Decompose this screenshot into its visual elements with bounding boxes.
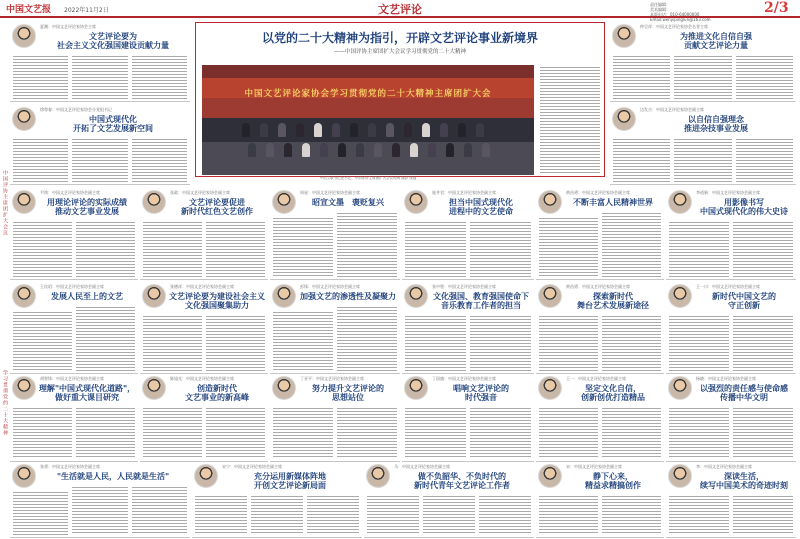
author-avatar [142,190,166,214]
attendee [410,143,418,157]
author-kicker: 陈旭光：中国文艺评论家协会副主席 [170,376,234,381]
editor-info [650,2,760,22]
body-text [206,316,265,371]
body-text [669,222,729,277]
author-kicker: 徐粤春：中国文艺评论家协会分党组书记 [40,107,112,112]
author-avatar [668,284,692,308]
attendee [458,123,466,137]
divider [10,184,190,185]
attendee [278,123,286,137]
side-label: 中国评协主席团扩大会议 [2,170,8,236]
author-avatar [142,376,166,400]
article [536,282,664,374]
author-avatar [12,24,36,48]
body-text [195,496,247,535]
author-kicker: 丁国旗：中国文艺评论家协会副主席 [432,376,496,381]
article-title: 文艺评论要为 社会主义文化强国建设贡献力量 [57,31,169,50]
attendee [296,123,304,137]
article [364,462,534,538]
author-avatar [538,376,562,400]
author-kicker: 张勇：中国文艺评论家协会副主席 [40,464,100,469]
article [10,105,190,185]
author-avatar [366,464,390,488]
divider [10,279,138,280]
divider [402,279,534,280]
article-title: 理解"中国式现代化道路"， 做好重大课目研究 [38,383,136,402]
attendee [248,143,256,157]
author-avatar [612,107,636,131]
body-text [273,312,333,371]
body-text [405,222,466,277]
body-text [733,408,793,459]
attendee [464,143,472,157]
author-avatar [538,190,562,214]
body-text [337,213,397,277]
article [536,374,664,462]
article-title: 新时代中国文艺的 守正创新 [712,291,776,310]
author-avatar [668,376,692,400]
author-kicker: 马：中国文艺评论家协会副主席 [394,464,450,469]
body-text [13,139,68,182]
body-text [539,408,598,459]
article [140,188,268,280]
attendee [284,143,292,157]
article [666,282,796,374]
divider [364,537,534,538]
attendee [350,123,358,137]
divider [192,537,362,538]
divider [536,279,664,280]
author-avatar [272,190,296,214]
article-title: "生活就是人民，人民就是生活" [56,471,170,481]
article-title: 静下心来， 精益求精搞创作 [585,471,641,490]
author-kicker: 胡智锋：中国文艺评论家协会副主席 [40,376,104,381]
body-text [602,496,661,535]
article [10,282,138,374]
article [666,462,796,538]
masthead [0,0,800,22]
attendee [332,123,340,137]
article [270,282,400,374]
body-text [132,139,187,182]
author-kicker: 王次炤：中国文艺评论家协会副主席 [40,284,104,289]
body-text [143,408,202,459]
article [140,374,268,462]
author-avatar [142,284,166,308]
body-text [470,408,531,459]
body-text [736,56,793,99]
attendee [260,123,268,137]
article [666,374,796,462]
attendee [368,123,376,137]
article [140,282,268,374]
body-text [337,408,397,459]
author-avatar [12,464,36,488]
body-text [613,139,670,182]
article-title: 创造新时代 文艺事业的新高峰 [185,383,249,402]
author-kicker: 周星：中国文艺评论家协会副主席 [300,190,360,195]
attendee [482,143,490,157]
body-text [13,408,72,459]
article [402,282,534,374]
author-avatar [612,24,636,48]
body-text [733,496,793,535]
article [10,188,138,280]
body-text [674,139,731,182]
article [536,462,664,538]
body-text [669,408,729,459]
divider [270,279,400,280]
body-text [602,408,661,459]
author-avatar [538,464,562,488]
lead-subtitle: ——中国评协主席团扩大会议学习贯彻党的二十大精神 [333,49,466,55]
body-text [669,316,729,371]
body-text [143,222,202,277]
body-text [307,496,359,535]
article-title: 以强烈的责任感与使命感 传播中华文明 [700,383,788,402]
body-text [405,408,466,459]
body-text [539,496,598,535]
attendee [428,143,436,157]
author-avatar [272,284,296,308]
author-avatar [12,107,36,131]
author-kicker: 李：中国文艺评论家协会副主席 [696,464,752,469]
body-text [273,218,333,277]
body-text [13,56,68,99]
article [536,188,664,280]
article-title: 文化强国、教育强国使命下 音乐教育工作者的担当 [433,291,529,310]
body-text [132,487,187,535]
body-text [470,222,531,277]
article [402,374,534,462]
article-title: 中国式现代化 开拓了文艺发展新空间 [73,114,153,133]
body-text [405,316,466,371]
body-text [206,408,265,459]
body-text [13,222,72,277]
author-avatar [194,464,218,488]
author-avatar [538,284,562,308]
issue-date: 2022年11月2日 [64,7,109,14]
body-text [72,56,127,99]
divider [610,101,796,102]
attendee [392,143,400,157]
article-title: 深读生活， 续写中国美术的奇迹时刻 [700,471,788,490]
attendee [374,143,382,157]
section-title: 文艺评论 [378,3,422,16]
author-avatar [12,284,36,308]
body-text [479,496,531,535]
attendee [446,143,454,157]
divider [610,184,796,185]
author-kicker: 仲呈祥：中国文艺评论家协会名誉主席 [640,24,708,29]
author-avatar [404,284,428,308]
author-kicker: 丁亚平：中国文艺评论家协会副主席 [300,376,364,381]
lead-article [195,22,605,180]
body-text [736,139,793,182]
photo-banner: 中国文艺评论家协会学习贯彻党的二十大精神主席团扩大会 [244,89,492,99]
body-text [273,408,333,459]
body-text [367,496,419,535]
body-text [613,56,670,99]
article-title: 用影像书写 中国式现代化的伟大史诗 [700,197,788,216]
lead-title: 以党的二十大精神为指引，开辟文艺评论事业新境界 [261,31,538,45]
article-title: 唱响文艺评论的 时代强音 [453,383,509,402]
attendee [338,143,346,157]
author-avatar [12,376,36,400]
attendee [320,143,328,157]
body-text [251,496,303,535]
body-text [337,307,397,371]
article [610,105,796,185]
body-text [76,307,135,371]
author-kicker: 张中智：中国文艺评论家协会副主席 [432,284,496,289]
body-text [206,222,265,277]
attendee [356,143,364,157]
editor-line: 责任编辑： [650,2,670,7]
divider [666,279,796,280]
article-title: 昭宣文墨 褒贬复兴 [312,197,384,207]
article [192,462,362,538]
author-kicker: 黄昌勇：中国文艺评论家协会副主席 [566,190,630,195]
body-text [669,496,729,535]
article-title: 以自信自强理念 推进杂技事业发展 [684,114,748,133]
article-title: 不断丰富人民精神世界 [573,197,653,207]
author-kicker: 宋：中国文艺评论家协会副主席 [566,464,622,469]
article [10,462,190,538]
photo-caption: 中国文联书记处书记、中国评协主席团扩大会议现场 摄影 张磊 [319,176,417,180]
newspaper-logo: 中国文艺报 [6,5,52,15]
editor-line: 美术编辑： [650,7,670,12]
article-title: 文艺评论要促进 新时代红色文艺创作 [181,197,253,216]
attendee [404,123,412,137]
body-text [76,222,135,277]
author-kicker: 王一：中国文艺评论家协会副主席 [566,376,626,381]
article [270,374,400,462]
divider [10,101,190,102]
article-title: 坚定文化自信， 创新创优打造精品 [581,383,645,402]
body-text [539,218,598,277]
body-text [602,213,661,277]
attendee [422,123,430,137]
article-title: 用理论评论的实际成绩 推动文艺事业发展 [47,197,127,216]
attendee [440,123,448,137]
body-text [72,487,127,535]
body-text [539,316,598,371]
attendee [302,143,310,157]
author-avatar [668,190,692,214]
author-kicker: 张德祥：中国文艺评论家协会副主席 [170,284,234,289]
editor-line: 本版电话：010-64000000 [650,12,700,17]
body-text [132,56,187,99]
article-title: 发展人民至上的文艺 [51,291,123,301]
author-kicker: 杨晓：中国文艺评论家协会副主席 [696,376,756,381]
article-title: 充分运用新媒体阵地 开创文艺评论新局面 [254,471,326,490]
author-kicker: 庞井君：中国文艺评论家协会副主席 [432,190,496,195]
attendee [314,123,322,137]
author-kicker: 王一川：中国文艺评论家协会副主席 [696,284,760,289]
body-text [72,139,127,182]
divider [140,279,268,280]
author-avatar [668,464,692,488]
article-title: 为推进文化自信自强 贡献文艺评论力量 [680,31,752,50]
body-text [733,222,793,277]
author-kicker: 夏潮：中国文艺评论家协会主席 [40,24,96,29]
lead-body-text [540,67,600,173]
article-title: 做不负韶华、不负时代的 新时代青年文艺评论工作者 [414,471,510,490]
article-title: 文艺评论要为建设社会主义 文化强国聚集助力 [169,291,265,310]
attendee [476,123,484,137]
body-text [143,316,202,371]
meeting-photo [202,65,534,175]
author-kicker: 尹鸿：中国文艺评论家协会副主席 [40,190,100,195]
author-kicker: 边发吉：中国文艺评论家协会副主席 [640,107,704,112]
author-kicker: 李道新：中国文艺评论家协会副主席 [696,190,760,195]
article [270,188,400,280]
article-title: 担当中国式现代化 进程中的文艺使命 [449,197,513,216]
author-avatar [404,190,428,214]
attendee [386,123,394,137]
divider [10,537,190,538]
body-text [423,496,475,535]
article-title: 探索新时代 舞台艺术发展新途径 [577,291,649,310]
body-text [13,492,68,535]
article [10,374,138,462]
body-text [674,56,731,99]
article [10,22,190,102]
author-kicker: 彭锋：中国文艺评论家协会副主席 [300,284,360,289]
page-number: 2/3 [764,0,789,16]
author-kicker: 宋宁：中国文艺评论家协会副主席 [222,464,282,469]
article [610,22,796,102]
article-title: 努力提升文艺评论的 思想站位 [312,383,384,402]
article [666,188,796,280]
attendee [266,143,274,157]
body-text [76,408,135,459]
editor-line: Email:wenyipinglun@163.com [650,17,711,22]
divider [666,537,796,538]
author-kicker: 张政：中国文艺评论家协会副主席 [170,190,230,195]
article [402,188,534,280]
body-text [602,316,661,371]
author-avatar [12,190,36,214]
body-text [13,312,72,371]
body-text [733,316,793,371]
author-avatar [272,376,296,400]
side-label: 学习贯彻党的二十大精神 [2,370,8,436]
article-title: 加强文艺的渗透性及凝聚力 [300,291,396,301]
author-kicker: 黄昌勇：中国文艺评论家协会副主席 [566,284,630,289]
body-text [470,316,531,371]
attendee [242,123,250,137]
divider [536,537,664,538]
author-avatar [404,376,428,400]
